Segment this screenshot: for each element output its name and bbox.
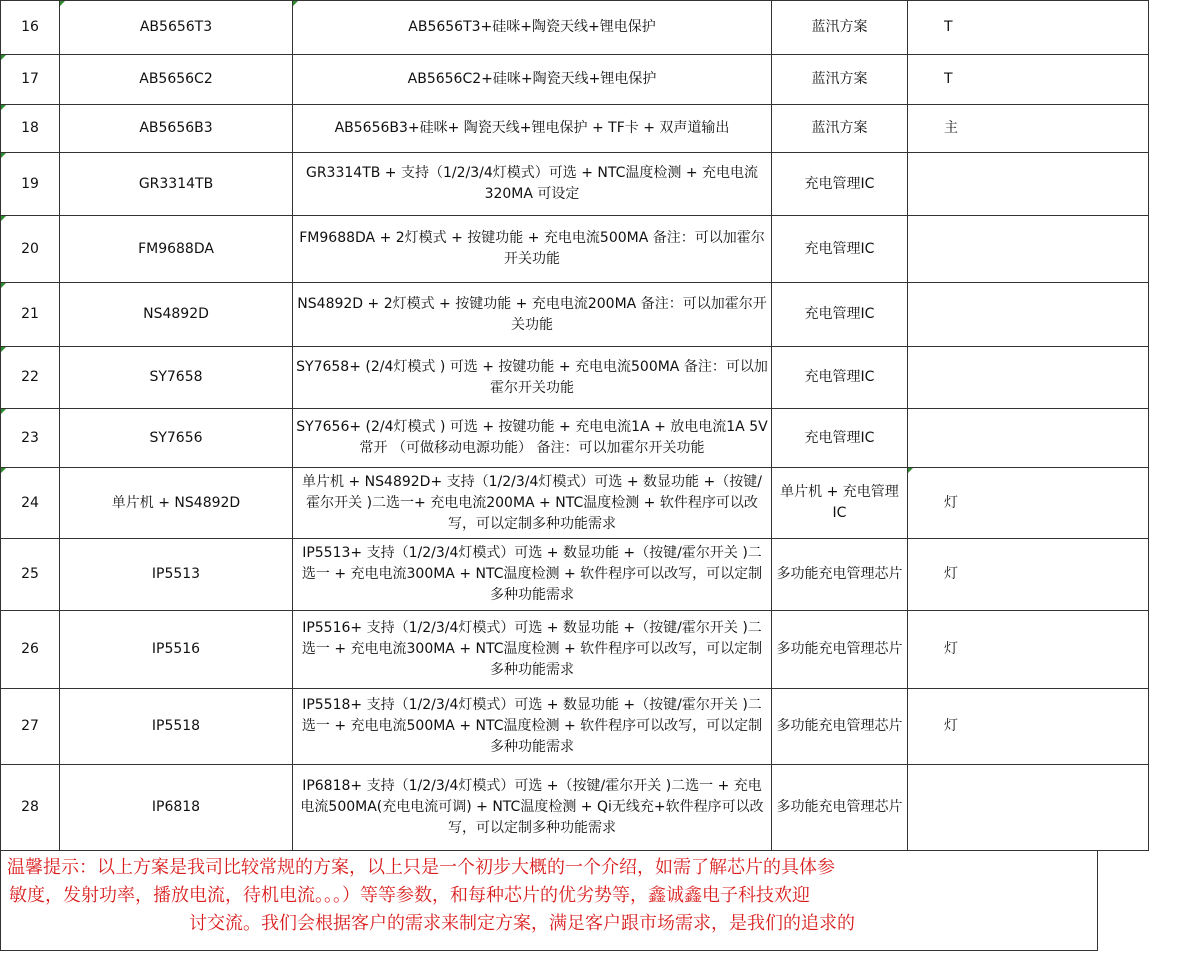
row-number[interactable]: 26 — [1, 611, 60, 689]
application-cell[interactable] — [908, 347, 1149, 409]
application-cell[interactable]: T — [908, 1, 1149, 55]
row-number[interactable]: 23 — [1, 409, 60, 468]
model-cell[interactable]: AB5656B3 — [60, 105, 293, 153]
model-cell[interactable]: IP5513 — [60, 539, 293, 611]
category-cell[interactable]: 多功能充电管理芯片 — [772, 611, 908, 689]
table-row — [1, 1, 1149, 55]
category-cell[interactable]: 多功能充电管理芯片 — [772, 539, 908, 611]
description-cell[interactable]: AB5656T3+硅咪+陶瓷天线+锂电保护 — [293, 1, 772, 55]
row-number[interactable]: 16 — [1, 1, 60, 55]
category-cell[interactable]: 多功能充电管理芯片 — [772, 689, 908, 765]
application-cell[interactable] — [908, 153, 1149, 216]
row-number[interactable]: 27 — [1, 689, 60, 765]
application-cell[interactable]: 灯 — [908, 611, 1149, 689]
notice-line-1: 温馨提示：以上方案是我司比较常规的方案，以上只是一个初步大概的一个介绍，如需了解芯片的具体参 — [7, 857, 835, 878]
description-cell[interactable]: AB5656C2+硅咪+陶瓷天线+锂电保护 — [293, 55, 772, 105]
application-cell[interactable]: 灯 — [908, 539, 1149, 611]
model-cell[interactable]: 单片机 + NS4892D — [60, 468, 293, 539]
model-cell[interactable]: FM9688DA — [60, 216, 293, 283]
description-cell[interactable]: AB5656B3+硅咪+ 陶瓷天线+锂电保护 + TF卡 + 双声道输出 — [293, 105, 772, 153]
description-cell[interactable]: SY7658+ (2/4灯模式 ) 可选 + 按键功能 + 充电电流500MA 备注：可以加霍尔开关功能 — [293, 347, 772, 409]
category-cell[interactable]: 单片机 + 充电管理IC — [772, 468, 908, 539]
application-cell[interactable]: 灯 — [908, 468, 1149, 539]
description-cell[interactable]: NS4892D + 2灯模式 + 按键功能 + 充电电流200MA 备注：可以加霍尔开关功能 — [293, 283, 772, 347]
row-number[interactable]: 22 — [1, 347, 60, 409]
table-row — [1, 689, 1149, 765]
category-cell[interactable]: 蓝汛方案 — [772, 55, 908, 105]
table-row — [1, 468, 1149, 539]
application-cell[interactable] — [908, 409, 1149, 468]
category-cell[interactable]: 充电管理IC — [772, 283, 908, 347]
category-cell[interactable]: 蓝汛方案 — [772, 105, 908, 153]
description-cell[interactable]: IP6818+ 支持（1/2/3/4灯模式）可选 +（按键/霍尔开关 )二选一 + 充电电流500MA(充电电流可调) + NTC温度检测 + Qi无线充+软件程序可以改写，可以定制多种功能需求 — [293, 765, 772, 851]
category-cell[interactable]: 蓝汛方案 — [772, 1, 908, 55]
table-row — [1, 539, 1149, 611]
row-number[interactable]: 18 — [1, 105, 60, 153]
model-cell[interactable]: GR3314TB — [60, 153, 293, 216]
table-row — [1, 765, 1149, 851]
description-cell[interactable]: IP5516+ 支持（1/2/3/4灯模式）可选 + 数显功能 +（按键/霍尔开关 )二选一 + 充电电流300MA + NTC温度检测 + 软件程序可以改写，可以定制多种功能需求 — [293, 611, 772, 689]
description-cell[interactable]: IP5518+ 支持（1/2/3/4灯模式）可选 + 数显功能 +（按键/霍尔开关 )二选一 + 充电电流500MA + NTC温度检测 + 软件程序可以改写，可以定制多种功能需求 — [293, 689, 772, 765]
table-row — [1, 283, 1149, 347]
model-cell[interactable]: IP5518 — [60, 689, 293, 765]
application-cell[interactable]: 主 — [908, 105, 1149, 153]
application-cell[interactable]: 灯 — [908, 689, 1149, 765]
description-cell[interactable]: GR3314TB + 支持（1/2/3/4灯模式）可选 + NTC温度检测 + 充电电流320MA 可设定 — [293, 153, 772, 216]
table-row — [1, 153, 1149, 216]
notice-line-2: 敏度，发射功率，播放电流，待机电流。。。）等等参数，和每种芯片的优劣势等，鑫诚鑫电子科技欢迎 — [9, 885, 810, 906]
table-row — [1, 409, 1149, 468]
model-cell[interactable]: IP6818 — [60, 765, 293, 851]
category-cell[interactable]: 充电管理IC — [772, 409, 908, 468]
row-number[interactable]: 21 — [1, 283, 60, 347]
category-cell[interactable]: 多功能充电管理芯片 — [772, 765, 908, 851]
model-cell[interactable]: SY7656 — [60, 409, 293, 468]
model-cell[interactable]: SY7658 — [60, 347, 293, 409]
row-number[interactable]: 17 — [1, 55, 60, 105]
category-cell[interactable]: 充电管理IC — [772, 347, 908, 409]
row-number[interactable]: 19 — [1, 153, 60, 216]
table-row — [1, 55, 1149, 105]
table-row — [1, 611, 1149, 689]
model-cell[interactable]: AB5656T3 — [60, 1, 293, 55]
model-cell[interactable]: NS4892D — [60, 283, 293, 347]
category-cell[interactable]: 充电管理IC — [772, 216, 908, 283]
application-cell[interactable] — [908, 216, 1149, 283]
notice-line-3: 讨交流。我们会根据客户的需求来制定方案，满足客户跟市场需求，是我们的追求的 — [189, 913, 855, 934]
notice-box — [0, 851, 1098, 951]
application-cell[interactable] — [908, 765, 1149, 851]
category-cell[interactable]: 充电管理IC — [772, 153, 908, 216]
description-cell[interactable]: IP5513+ 支持（1/2/3/4灯模式）可选 + 数显功能 +（按键/霍尔开关 )二选一 + 充电电流300MA + NTC温度检测 + 软件程序可以改写，可以定制多种功能需求 — [293, 539, 772, 611]
model-cell[interactable]: IP5516 — [60, 611, 293, 689]
table-row — [1, 216, 1149, 283]
application-cell[interactable] — [908, 283, 1149, 347]
table-row — [1, 105, 1149, 153]
application-cell[interactable]: T — [908, 55, 1149, 105]
model-cell[interactable]: AB5656C2 — [60, 55, 293, 105]
row-number[interactable]: 28 — [1, 765, 60, 851]
row-number[interactable]: 20 — [1, 216, 60, 283]
description-cell[interactable]: SY7656+ (2/4灯模式 ) 可选 + 按键功能 + 充电电流1A + 放电电流1A 5V常开 （可做移动电源功能） 备注：可以加霍尔开关功能 — [293, 409, 772, 468]
table-row — [1, 347, 1149, 409]
row-number[interactable]: 25 — [1, 539, 60, 611]
row-number[interactable]: 24 — [1, 468, 60, 539]
description-cell[interactable]: 单片机 + NS4892D+ 支持（1/2/3/4灯模式）可选 + 数显功能 +（按键/霍尔开关 )二选一+ 充电电流200MA + NTC温度检测 + 软件程序可以改写，可以定制多种功能需求 — [293, 468, 772, 539]
description-cell[interactable]: FM9688DA + 2灯模式 + 按键功能 + 充电电流500MA 备注：可以加霍尔开关功能 — [293, 216, 772, 283]
